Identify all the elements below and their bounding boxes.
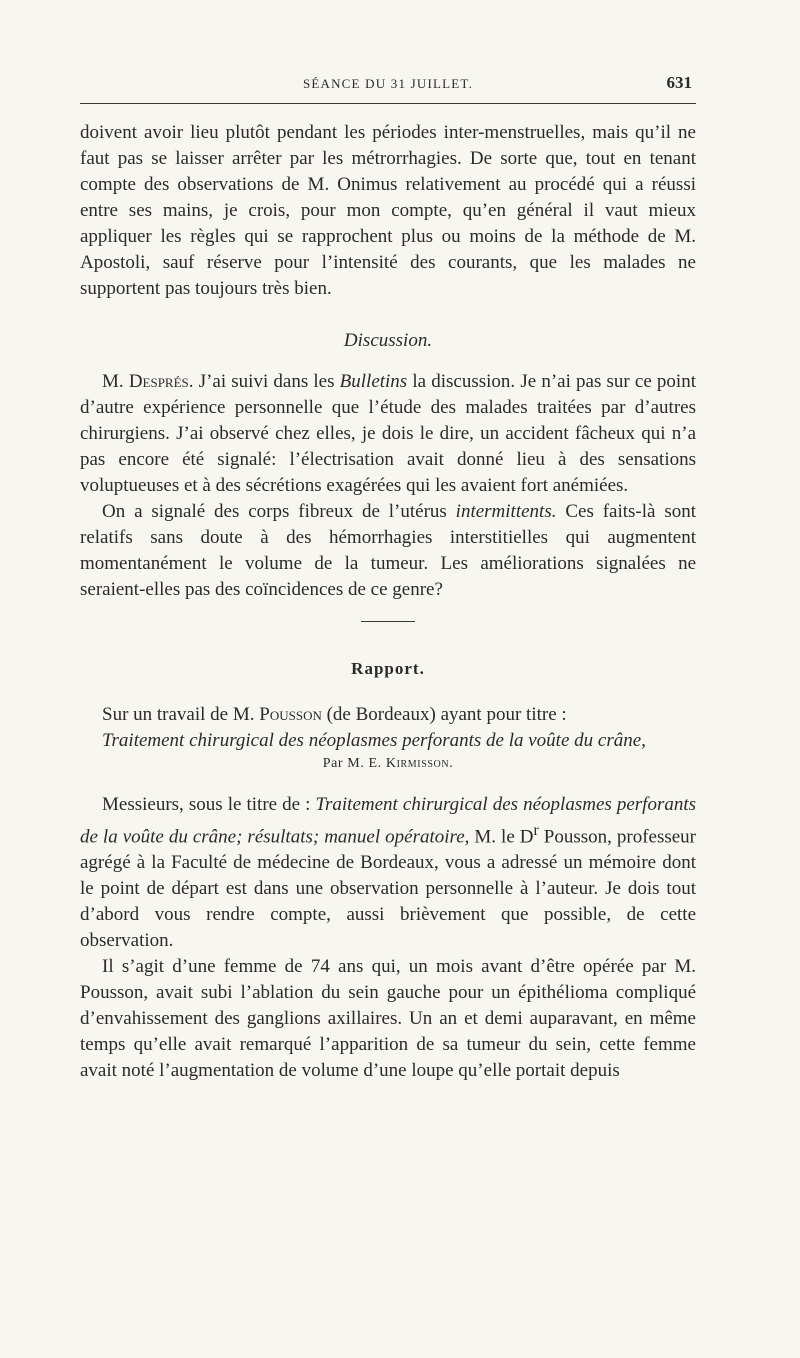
page-body <box>80 120 696 1084</box>
page-header <box>80 72 696 98</box>
discussion2-text-b: Ces faits-là sont relatifs sans doute à des hémorrhagies interstitielles qui augmentent momentanément le volume de la tumeur. Les améliorations signalées ne seraient-elles pas des coïncidences de ce genre? <box>80 501 696 600</box>
discussion2-text-a: On a signalé des corps fibreux de l’utérus <box>102 501 456 522</box>
page-number: 631 <box>666 73 692 92</box>
reporter-name: Kirmisson <box>385 756 450 771</box>
rapport-heading: Rapport. <box>351 659 425 678</box>
speaker-prefix: M. <box>102 371 129 392</box>
rapport-intro-b: (de Bordeaux) ayant pour titre : <box>321 704 567 725</box>
discussion-heading: Discussion. <box>343 330 433 351</box>
discussion-text-b: la discussion. Je n’ai pas sur ce point d’autre expérience personnelle que l’étude des malades traitées par d’autres chirurgiens. J’ai observé chez elles, je dois le dire, un accident fâcheux qui n’a pas encore été signalé: l’électrisation avait donné lieu à des sensations voluptueuses et à des sécrétions exagérées qui les avaient fort anémiées. <box>80 371 696 496</box>
rapport-intro-a: Sur un travail de M. <box>102 704 260 725</box>
speaker-name: Després <box>128 371 189 392</box>
discussion-paragraph-1 <box>80 369 696 499</box>
doctor-superscript: r <box>533 822 539 839</box>
byline-suffix: . <box>449 756 454 771</box>
author-name: Pousson <box>259 704 322 725</box>
intermittents-word: intermittents. <box>455 501 557 522</box>
rapport-paragraph-1 <box>80 792 696 954</box>
byline <box>80 754 696 774</box>
rapport1-text-a: Messieurs, sous le titre de : <box>102 794 316 815</box>
rapport-intro <box>80 702 696 728</box>
memoir-title: Traitement chirurgical des néoplasmes perforants de la voûte du crâne; résultats; manuel opératoire, <box>80 794 697 848</box>
rapport-paragraph-2: Il s’agit d’une femme de 74 ans qui, un mois avant d’être opérée par M. Pousson, avait subi l’ablation du sein gauche pour un épithélioma compliqué d’envahissement des ganglions axillaires. Un an et demi auparavant, en même temps qu’elle avait remarqué l’apparition de sa tumeur du sein, cette femme avait noté l’augmentation de volume d’une loupe qu’elle portait depuis <box>80 956 696 1082</box>
bulletins-title: Bulletins <box>339 371 408 392</box>
rapport1-text-b: M. le D <box>469 826 534 848</box>
continued-paragraph: doivent avoir lieu plutôt pendant les périodes inter-menstruelles, mais qu’il ne faut pas se laisser arrêter par les métrorrhagies. De sorte que, tout en tenant compte des observations de M. Onimus relativement au procédé qui a réussi entre ses mains, je crois, pour mon compte, qu’en général il vaut mieux appliquer les règles qui se rapprochent plus ou moins de la méthode de M. Apostoli, sauf réserve pour l’intensité des courants, que les malades ne supportent pas toujours très bien. <box>80 122 696 299</box>
work-title: Traitement chirurgical des néoplasmes perforants de la voûte du crâne, <box>102 730 646 751</box>
discussion-paragraph-2 <box>80 499 696 603</box>
byline-prefix: Par M. E. <box>322 756 386 771</box>
rapport1-text-c: Pousson, professeur agrégé à la Faculté de médecine de Bordeaux, vous a adressé un mémoire dont le point de départ est dans une observation personnelle à l’auteur. Je dois tout d’abord vous rendre compte, aussi brièvement que possible, de cette observation. <box>80 826 697 952</box>
running-head: SÉANCE DU 31 JUILLET. <box>302 76 474 91</box>
discussion-text-a: . J’ai suivi dans les <box>188 371 340 392</box>
header-rule <box>80 103 696 104</box>
